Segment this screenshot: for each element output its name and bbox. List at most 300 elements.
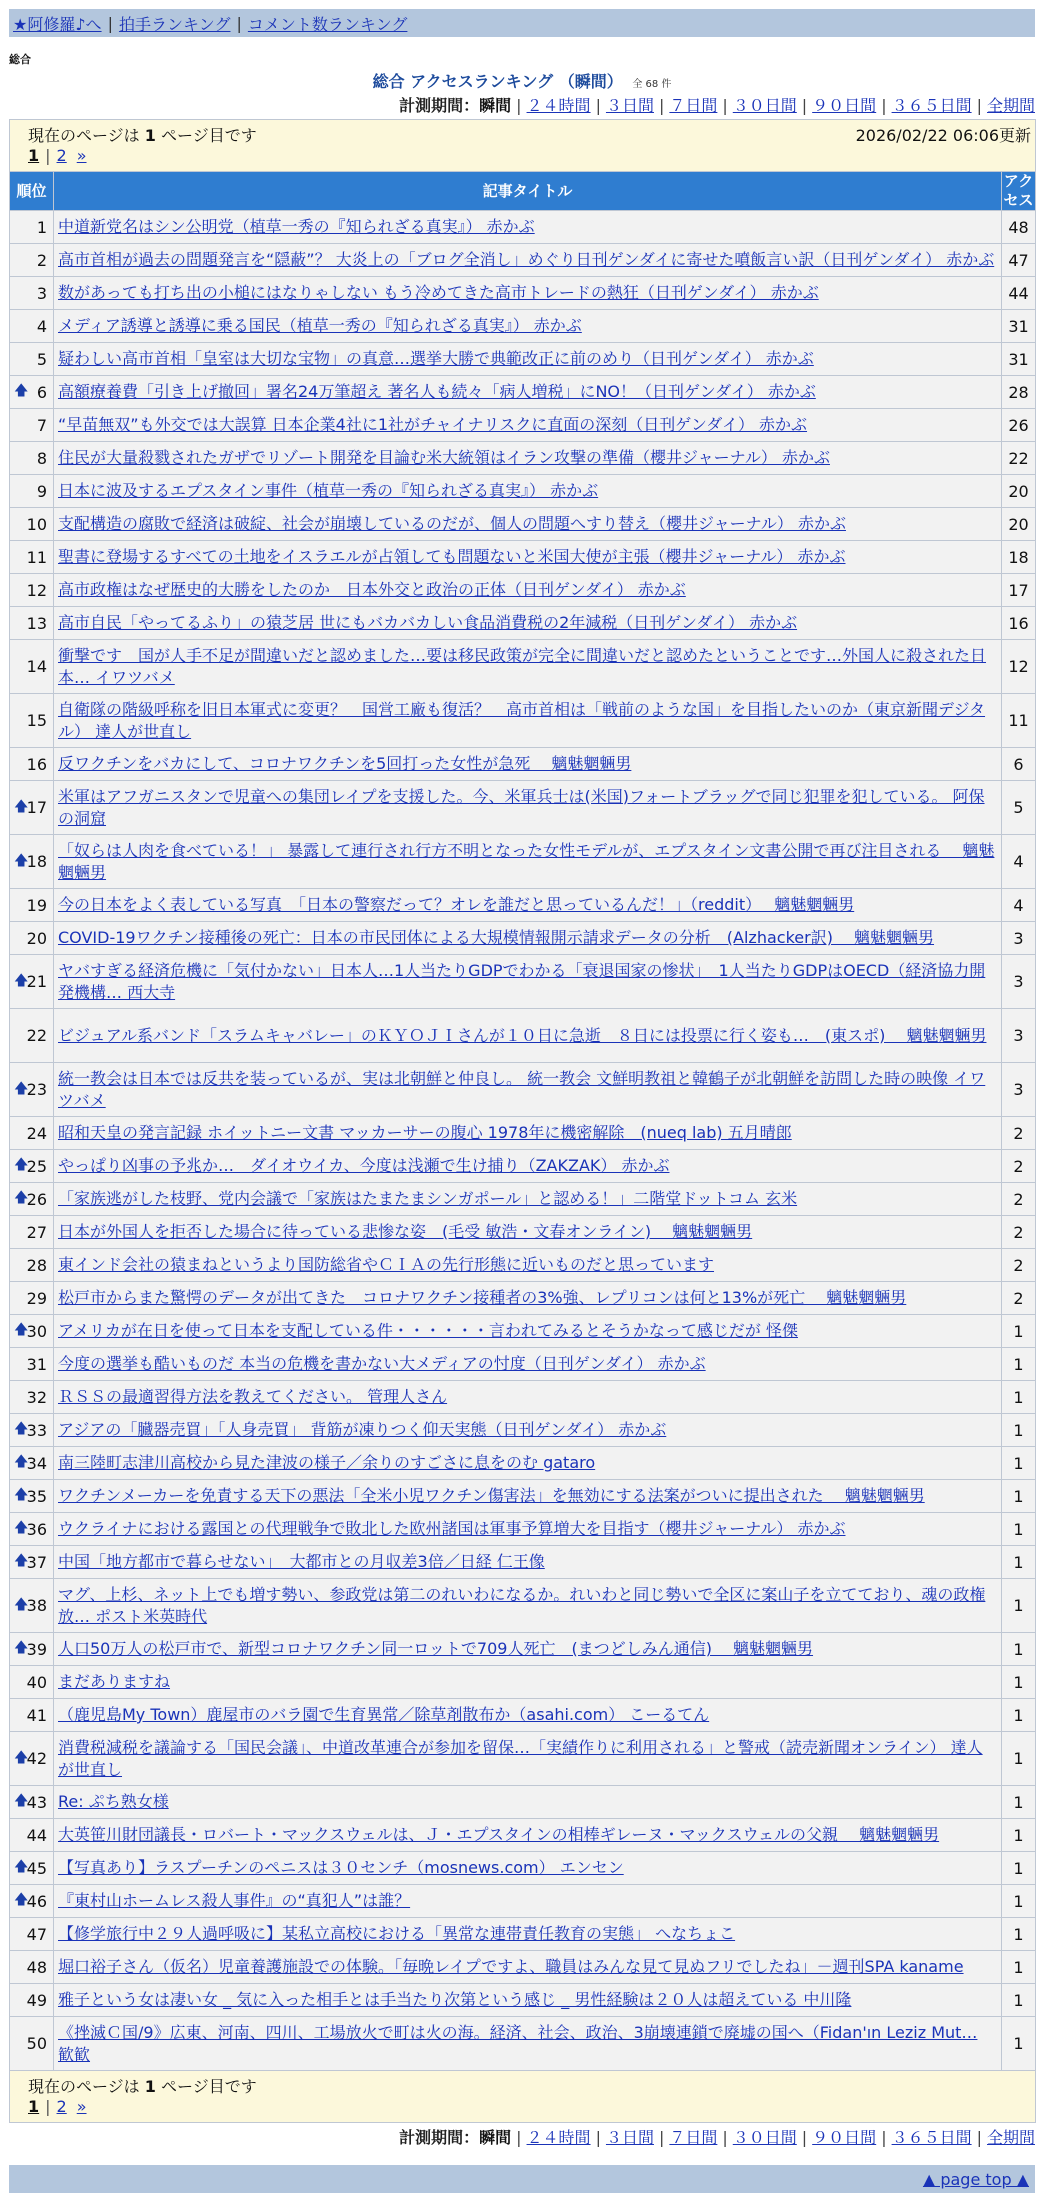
rank-cell [10,1951,54,1984]
article-link[interactable]: 高市首相が過去の問題発言を“隠蔽”？ 大炎上の「ブログ全消し」めぐり日刊ゲンダイに寄せた噴飯言い訳（日刊ゲンダイ） 赤かぶ [58,250,995,269]
rank-number: 11 [26,547,47,567]
table-row [10,1918,1036,1951]
article-link[interactable]: やっぱり凶事の予兆か… ダイオウイカ、今度は浅瀬で生け捕り（ZAKZAK） 赤かぶ [58,1156,670,1175]
rank-cell [10,508,54,541]
title-cell [54,244,1002,277]
rank-cell [10,574,54,607]
rank-cell [10,211,54,244]
article-link[interactable]: （鹿児島My Town）鹿屋市のバラ園で生育異常／除草剤散布か（asahi.com） こーるてん [58,1705,710,1724]
period-separator: | [658,96,665,115]
up-arrow-icon: 🡅 [14,1749,29,1766]
table-row [10,1513,1036,1546]
table-row [10,1819,1036,1852]
article-link[interactable]: 「家族逃がした枝野、党内会議で「家族はたまたまシンガポール」と認める！」二階堂ドットコム 玄米 [58,1189,798,1208]
up-arrow-icon: 🡅 [14,852,29,869]
title-cell [54,2017,1002,2071]
rank-cell [10,475,54,508]
up-arrow-icon: 🡅 [14,383,29,399]
article-link[interactable]: 【写真あり】ラスプーチンのペニスは３０センチ（mosnews.com） エンセン [58,1858,624,1877]
rank-cell [10,922,54,955]
article-link[interactable]: 統一教会は日本では反共を装っているが、実は北朝鮮と仲良し。 統一教会 文鮮明教祖と韓鶴子が北朝鮮を訪問した時の映像 イワツバメ [58,1068,986,1110]
period-label: 計測期間： [399,96,480,115]
article-link[interactable]: 自衛隊の階級呼称を旧日本軍式に変更？ 国営工廠も復活？ 高市首相は「戦前のような国」を目指したいのか（東京新聞デジタル） 達人が世直し [58,699,986,741]
rank-number: 10 [26,514,47,534]
rank-number: 22 [26,1026,47,1045]
rank-number: 3 [36,283,47,303]
rank-cell [10,640,54,694]
rank-cell [10,1282,54,1315]
period-current: 瞬間 [479,96,512,115]
access-count: 20 [1002,475,1036,508]
rank-number: 27 [26,1222,47,1242]
access-count: 12 [1002,640,1036,694]
nav-separator: | [107,13,113,33]
title-cell [54,607,1002,640]
period-separator: | [976,96,982,115]
article-link[interactable]: COVID-19ワクチン接種後の死亡：日本の市民団体による大規模情報開示請求データの分析 (Alzhacker訳) 魑魅魍魎男 [58,928,935,947]
table-row [10,1414,1036,1447]
article-link[interactable]: 東インド会社の猿まねというより国防総省やＣＩＡの先行形態に近いものだと思っています [58,1255,715,1274]
rank-cell [10,1009,54,1063]
article-link[interactable]: 今度の選挙も酷いものだ 本当の危機を書かない大メディアの忖度（日刊ゲンダイ） 赤かぶ [58,1354,706,1373]
rank-number: 39 [26,1639,47,1659]
top-period-option-1[interactable]: ３日間 [605,96,654,115]
up-arrow-icon: 🡅 [14,1157,29,1173]
top-period-option-5[interactable]: ３６５日間 [891,96,972,115]
rank-number: 44 [26,1825,47,1845]
article-link[interactable]: 《挫滅Ｃ国/9》広東、河南、四川、工場放火で町は火の海。経済、社会、政治、3崩壊連鎖で廃墟の国へ（Fidan'ın Leziz Mut… 歓歓 [58,2022,978,2064]
bottom-period-option-1[interactable]: ３日間 [605,2128,654,2147]
period-separator: | [516,96,522,115]
rank-cell [10,1063,54,1117]
article-link[interactable]: 堀口裕子さん（仮名）児童養護施設での体験。「毎晩レイプですよ、職員はみんな見て見ぬフリでしたね」－週刊SPA kaname [58,1957,964,1976]
article-link[interactable]: 南三陸町志津川高校から見た津波の様子／余りのすごさに息をのむ gataro [58,1453,596,1472]
table-row [10,1216,1036,1249]
access-count: 2 [1002,1150,1036,1183]
pager-page-current: 1 [28,146,40,165]
access-count: 4 [1002,889,1036,922]
access-count: 5 [1002,781,1036,835]
rank-number: 41 [26,1705,47,1725]
top-period-option-0[interactable]: ２４時間 [526,96,591,115]
pager-page-2[interactable]: 2 [56,146,67,165]
access-count: 1 [1002,1633,1036,1666]
pager-links [10,2096,1035,2122]
title-cell [54,574,1002,607]
article-link[interactable]: 「奴らは人肉を食べている！」 暴露して連行され行方不明となった女性モデルが、エプスタイン文書公開で再び注目される 魑魅魍魎男 [58,840,995,882]
access-count: 1 [1002,1381,1036,1414]
pager-separator: | [45,2097,51,2116]
up-arrow-icon: 🡅 [14,1322,29,1338]
article-link[interactable]: 高額療養費「引き上げ撤回」署名24万筆超え 著名人も続々「病人増税」にNO！（日刊ゲンダイ） 赤かぶ [58,382,816,401]
rank-cell [10,607,54,640]
bottom-period-option-0[interactable]: ２４時間 [526,2128,591,2147]
table-row [10,640,1036,694]
access-count: 2 [1002,1249,1036,1282]
access-column-header: アクセス [1003,172,1034,209]
page-title-text: 総合 アクセスランキング （瞬間） [372,72,623,91]
period-current: 瞬間 [479,2128,512,2147]
rank-cell [10,694,54,748]
rank-number: 13 [26,613,47,633]
article-link[interactable]: ウクライナにおける露国との代理戦争で敗北した欧州諸国は軍事予算増大を目指す（櫻井ジャーナル） 赤かぶ [58,1519,846,1538]
title-cell [54,835,1002,889]
period-separator: | [801,96,808,115]
article-link[interactable]: アジアの「臓器売買」「人身売買」 背筋が凍りつく仰天実態（日刊ゲンダイ） 赤かぶ [58,1420,667,1439]
article-link[interactable]: Re: ぷち熟女様 [58,1792,169,1811]
rank-number: 4 [36,316,47,336]
rank-cell [10,541,54,574]
table-row [10,1315,1036,1348]
access-count: 6 [1002,748,1036,781]
rank-number: 18 [26,852,47,871]
rank-number: 6 [36,382,47,402]
table-row [10,1249,1036,1282]
article-link[interactable]: 数があっても打ち出の小槌にはなりゃしない もう冷めてきた高市トレードの熱狂（日刊ゲンダイ） 赤かぶ [58,283,819,302]
title-cell [54,508,1002,541]
rank-cell [10,1699,54,1732]
pager-page-current: 1 [28,2097,40,2116]
table-row [10,1579,1036,1633]
bottom-period-option-5[interactable]: ３６５日間 [891,2128,972,2147]
access-count: 26 [1002,409,1036,442]
clap-ranking-link[interactable]: 拍手ランキング [118,14,231,34]
article-link[interactable]: 大英笹川財団議長・ロバート・マックスウェルは、Ｊ・エプスタインの相棒ギレーヌ・マックスウェルの父親 魑魅魍魎男 [58,1825,940,1844]
rank-cell [10,1579,54,1633]
period-separator: | [595,96,601,115]
title-cell [54,748,1002,781]
rank-cell [10,1786,54,1819]
period-separator: | [722,96,728,115]
table-row [10,574,1036,607]
access-count: 1 [1002,1579,1036,1633]
article-link[interactable]: まだありますね [58,1672,171,1691]
title-cell [54,1546,1002,1579]
footer-bar [9,2165,1035,2193]
table-row [10,2017,1036,2071]
rank-number: 19 [26,895,47,915]
rank-cell [10,409,54,442]
site-home-link[interactable]: ★阿修羅♪へ [13,14,102,34]
rank-number: 42 [26,1749,47,1768]
up-arrow-icon: 🡅 [14,1454,29,1470]
article-link[interactable]: 聖書に登場するすべての土地をイスラエルが占領しても問題ないと米国大使が主張（櫻井ジャーナル） 赤かぶ [58,547,846,566]
table-row [10,310,1036,343]
article-link[interactable]: 米軍はアフガニスタンで児童への集団レイプを支援した。今、米軍兵士は(米国)フォートブラッグで同じ犯罪を犯している。 阿保の洞窟 [58,786,985,828]
pager-next-link[interactable]: » [76,146,87,165]
access-count: 1 [1002,1447,1036,1480]
access-count: 1 [1002,1546,1036,1579]
title-cell [54,694,1002,748]
rank-number: 48 [26,1957,47,1977]
table-row [10,244,1036,277]
pager-next-link[interactable]: » [76,2097,87,2116]
article-link[interactable]: 支配構造の腐敗で経済は破綻、社会が崩壊しているのだが、個人の問題へすり替え（櫻井ジャーナル） 赤かぶ [58,514,846,533]
rank-number: 17 [26,798,47,817]
period-separator: | [516,2128,522,2147]
article-link[interactable]: メディア誘導と誘導に乗る国民（植草一秀の『知られざる真実』） 赤かぶ [58,316,582,335]
article-link[interactable]: 疑わしい高市首相「皇室は大切な宝物」の真意…選挙大勝で典範改正に前のめり（日刊ゲンダイ） 赤かぶ [58,349,814,368]
table-row [10,1732,1036,1786]
rank-number: 43 [26,1792,47,1812]
up-arrow-icon: 🡅 [14,798,29,815]
table-row [10,889,1036,922]
table-row [10,1183,1036,1216]
rank-cell [10,1150,54,1183]
table-row [10,376,1036,409]
title-cell [54,1480,1002,1513]
bottom-period-option-3[interactable]: ３０日間 [732,2128,797,2147]
title-cell [54,1633,1002,1666]
rank-number: 25 [26,1156,47,1176]
access-count: 1 [1002,1786,1036,1819]
rank-cell [10,244,54,277]
up-arrow-icon: 🡅 [14,1892,29,1908]
article-link[interactable]: ＲＳＳの最適習得方法を教えてください。 管理人さん [58,1387,448,1406]
access-count: 3 [1002,955,1036,1009]
title-cell [54,1852,1002,1885]
access-count: 48 [1002,211,1036,244]
title-cell [54,541,1002,574]
access-count: 1 [1002,1666,1036,1699]
rank-number: 20 [26,928,47,948]
table-row [10,694,1036,748]
rank-cell [10,835,54,889]
rank-cell [10,1216,54,1249]
bottom-period-option-2[interactable]: ７日間 [669,2128,718,2147]
rank-cell [10,2017,54,2071]
table-row [10,1633,1036,1666]
nav-separator: | [236,13,242,33]
access-count: 1 [1002,1348,1036,1381]
up-arrow-icon: 🡅 [14,1859,29,1875]
table-row [10,1480,1036,1513]
bottom-period-option-4[interactable]: ９０日間 [812,2128,877,2147]
bottom-period-option-6[interactable]: 全期間 [986,2128,1035,2147]
period-separator: | [976,2128,982,2147]
rank-cell [10,1249,54,1282]
article-link[interactable]: “早苗無双”も外交では大誤算 日本企業4社に1社がチャイナリスクに直面の深刻（日刊ゲンダイ） 赤かぶ [58,415,808,434]
title-cell [54,1414,1002,1447]
table-row [10,922,1036,955]
access-count: 2 [1002,1282,1036,1315]
access-count: 1 [1002,1984,1036,2017]
current-page-text: 現在のページは 1 ページ目です [28,2076,257,2096]
title-cell [54,1786,1002,1819]
article-link[interactable]: 日本に波及するエプスタイン事件（植草一秀の『知られざる真実』） 赤かぶ [58,481,599,500]
access-count: 1 [1002,1852,1036,1885]
up-arrow-icon: 🡅 [14,1190,29,1206]
article-link[interactable]: 消費税減税を議論する「国民会議」、中道改革連合が参加を留保…「実績作りに利用される」と警戒（読売新聞オンライン） 達人が世直し [58,1737,983,1779]
article-link[interactable]: 【修学旅行中２９人過呼吸に】某私立高校における「異常な連帯責任教育の実態」 へなちょこ [58,1924,736,1943]
table-row [10,1666,1036,1699]
top-period-option-3[interactable]: ３０日間 [732,96,797,115]
article-link[interactable]: アメリカが在日を使って日本を支配している件・・・・・・言われてみるとそうかなって感じだが 怪傑 [58,1321,798,1340]
article-link[interactable]: 高市自民「やってるふり」の猿芝居 世にもバカバカしい食品消費税の2年減税（日刊ゲンダイ） 赤かぶ [58,613,798,632]
title-cell [54,640,1002,694]
rank-cell [10,1666,54,1699]
title-cell [54,922,1002,955]
access-count: 1 [1002,1918,1036,1951]
access-count: 20 [1002,508,1036,541]
article-link[interactable]: 人口50万人の松戸市で、新型コロナワクチン同一ロットで709人死亡 (まつどしみん通信) 魑魅魍魎男 [58,1639,814,1658]
rank-cell [10,1732,54,1786]
table-row [10,1546,1036,1579]
table-row [10,442,1036,475]
title-cell [54,955,1002,1009]
rank-number: 35 [26,1486,47,1506]
access-count: 11 [1002,694,1036,748]
period-label: 計測期間： [399,2128,480,2147]
top-period-option-4[interactable]: ９０日間 [812,96,877,115]
rank-cell [10,343,54,376]
rank-cell [10,1852,54,1885]
access-count: 4 [1002,835,1036,889]
access-count: 2 [1002,1117,1036,1150]
access-count: 3 [1002,1009,1036,1063]
up-arrow-icon: 🡅 [14,1640,29,1656]
article-link[interactable]: 中国「地方都市で暮らせない」 大都市との月収差3倍／日経 仁王像 [58,1552,545,1571]
article-link[interactable]: ワクチンメーカーを免責する天下の悪法「全米小児ワクチン傷害法」を無効にする法案がついに提出された 魑魅魍魎男 [58,1486,925,1505]
article-link[interactable]: 昭和天皇の発言記録 ホイットニー文書 マッカーサーの腹心 1978年に機密解除 (nueq lab) 五月晴郎 [58,1123,792,1142]
article-link[interactable]: マグ、上杉、ネット上でも増す勢い、参政党は第二のれいわになるか。れいわと同じ勢いで全区に案山子を立てており、魂の政権放… ポスト米英時代 [58,1584,986,1626]
article-link[interactable]: 住民が大量殺戮されたガザでリゾート開発を目論む米大統領はイラン攻撃の準備（櫻井ジャーナル） 赤かぶ [58,448,830,467]
rank-number: 45 [26,1858,47,1878]
access-count: 3 [1002,1063,1036,1117]
table-header [10,172,1036,211]
article-link[interactable]: 中道新党名はシン公明党（植草一秀の『知られざる真実』） 赤かぶ [58,217,535,236]
table-row [10,1885,1036,1918]
rank-number: 37 [26,1552,47,1572]
title-cell [54,1150,1002,1183]
rank-number: 2 [36,250,47,270]
period-separator: | [722,2128,728,2147]
access-count: 28 [1002,376,1036,409]
pager-page-2[interactable]: 2 [56,2097,67,2116]
access-count: 1 [1002,1414,1036,1447]
table-row [10,1381,1036,1414]
rank-number: 40 [26,1672,47,1692]
access-count: 16 [1002,607,1036,640]
rank-cell [10,889,54,922]
article-link[interactable]: 『東村山ホームレス殺人事件』の“真犯人”は誰？ [58,1891,411,1910]
table-row [10,835,1036,889]
access-count: 1 [1002,1513,1036,1546]
table-row [10,748,1036,781]
top-period-option-6[interactable]: 全期間 [986,96,1035,115]
rank-column-header: 順位 [10,172,54,211]
title-cell [54,1918,1002,1951]
up-arrow-icon: 🡅 [14,972,29,989]
table-row [10,1117,1036,1150]
page-title [9,71,1035,93]
table-row [10,607,1036,640]
top-period-option-2[interactable]: ７日間 [669,96,718,115]
title-cell [54,1249,1002,1282]
access-count: 1 [1002,1951,1036,1984]
access-count: 1 [1002,1480,1036,1513]
title-cell [54,1732,1002,1786]
table-row [10,541,1036,574]
article-link[interactable]: 雅子という女は凄い女 _ 気に入った相手とは手当たり次第という感じ _ 男性経験は２０人は超えている 中川隆 [58,1990,852,2009]
title-cell [54,475,1002,508]
access-count: 1 [1002,1885,1036,1918]
period-separator: | [658,2128,665,2147]
rank-number: 7 [36,415,47,435]
article-link[interactable]: 今の日本をよく表している写真 「日本の警察だって？オレを誰だと思っているんだ！」（reddit） 魑魅魍魎男 [58,895,855,914]
title-column-header: 記事タイトル [54,172,1002,211]
title-cell [54,409,1002,442]
pager-links [10,145,1035,171]
rank-cell [10,748,54,781]
table-row [10,1447,1036,1480]
rank-cell [10,442,54,475]
title-cell [54,1699,1002,1732]
rank-cell [10,310,54,343]
up-arrow-icon: 🡅 [14,1520,29,1536]
rank-cell [10,781,54,835]
table-row [10,1699,1036,1732]
access-count: 17 [1002,574,1036,607]
article-link[interactable]: ビジュアル系バンド「スラムキャバレー」のＫＹＯＪＩさんが１０日に急逝 ８日には投票に行く姿も… (東スポ) 魑魅魍魎男 [58,1025,987,1045]
title-cell [54,310,1002,343]
table-row [10,277,1036,310]
title-cell [54,1009,1002,1063]
table-row [10,1150,1036,1183]
rank-number: 34 [26,1453,47,1473]
access-count: 1 [1002,1699,1036,1732]
rank-number: 23 [26,1080,47,1099]
rank-number: 28 [26,1255,47,1275]
up-arrow-icon: 🡅 [14,1793,29,1809]
title-cell [54,781,1002,835]
table-row [10,1282,1036,1315]
rank-cell [10,1918,54,1951]
up-arrow-icon: 🡅 [14,1421,29,1437]
table-row [10,211,1036,244]
period-separator: | [595,2128,601,2147]
up-arrow-icon: 🡅 [14,1596,29,1613]
rank-number: 32 [26,1387,47,1407]
current-page-text: 現在のページは 1 ページ目です [28,125,257,145]
article-link[interactable]: 日本が外国人を拒否した場合に待っている悲惨な姿 (毛受 敏浩・文春オンライン) 魑魅魍魎男 [58,1222,753,1241]
rank-cell [10,955,54,1009]
rank-number: 47 [26,1924,47,1944]
table-row [10,508,1036,541]
rank-cell [10,1447,54,1480]
comment-ranking-link[interactable]: コメント数ランキング [247,14,408,34]
title-cell [54,1381,1002,1414]
period-separator: | [881,96,887,115]
rank-number: 5 [36,349,47,369]
article-link[interactable]: 高市政権はなぜ歴史的大勝をしたのか 日本外交と政治の正体（日刊ゲンダイ） 赤かぶ [58,580,686,599]
title-cell [54,1819,1002,1852]
rank-number: 46 [26,1891,47,1911]
rank-number: 38 [26,1596,47,1615]
rank-cell [10,1117,54,1150]
access-count: 1 [1002,1315,1036,1348]
access-count: 31 [1002,310,1036,343]
top-nav [9,9,1035,37]
page-top-link[interactable]: ▲ page top ▲ [922,2169,1029,2189]
article-link[interactable]: ヤバすぎる経済危機に「気付かない」日本人…1人当たりGDPでわかる「衰退国家の惨状」 1人当たりGDPはOECD（経済協力開発機構… 西大寺 [58,960,986,1002]
rank-cell [10,1819,54,1852]
article-link[interactable]: 松戸市からまた驚愕のデータが出てきた コロナワクチン接種者の3%強、レプリコンは何と13%が死亡 魑魅魍魎男 [58,1288,907,1307]
article-link[interactable]: 反ワクチンをバカにして、コロナワクチンを5回打った女性が急死 魑魅魍魎男 [58,754,632,773]
article-link[interactable]: 衝撃です 国が人手不足が間違いだと認めました…要は移民政策が完全に間違いだと認めたということです…外国人に殺された日本… イワツバメ [58,645,987,687]
title-cell [54,1117,1002,1150]
title-cell [54,1315,1002,1348]
